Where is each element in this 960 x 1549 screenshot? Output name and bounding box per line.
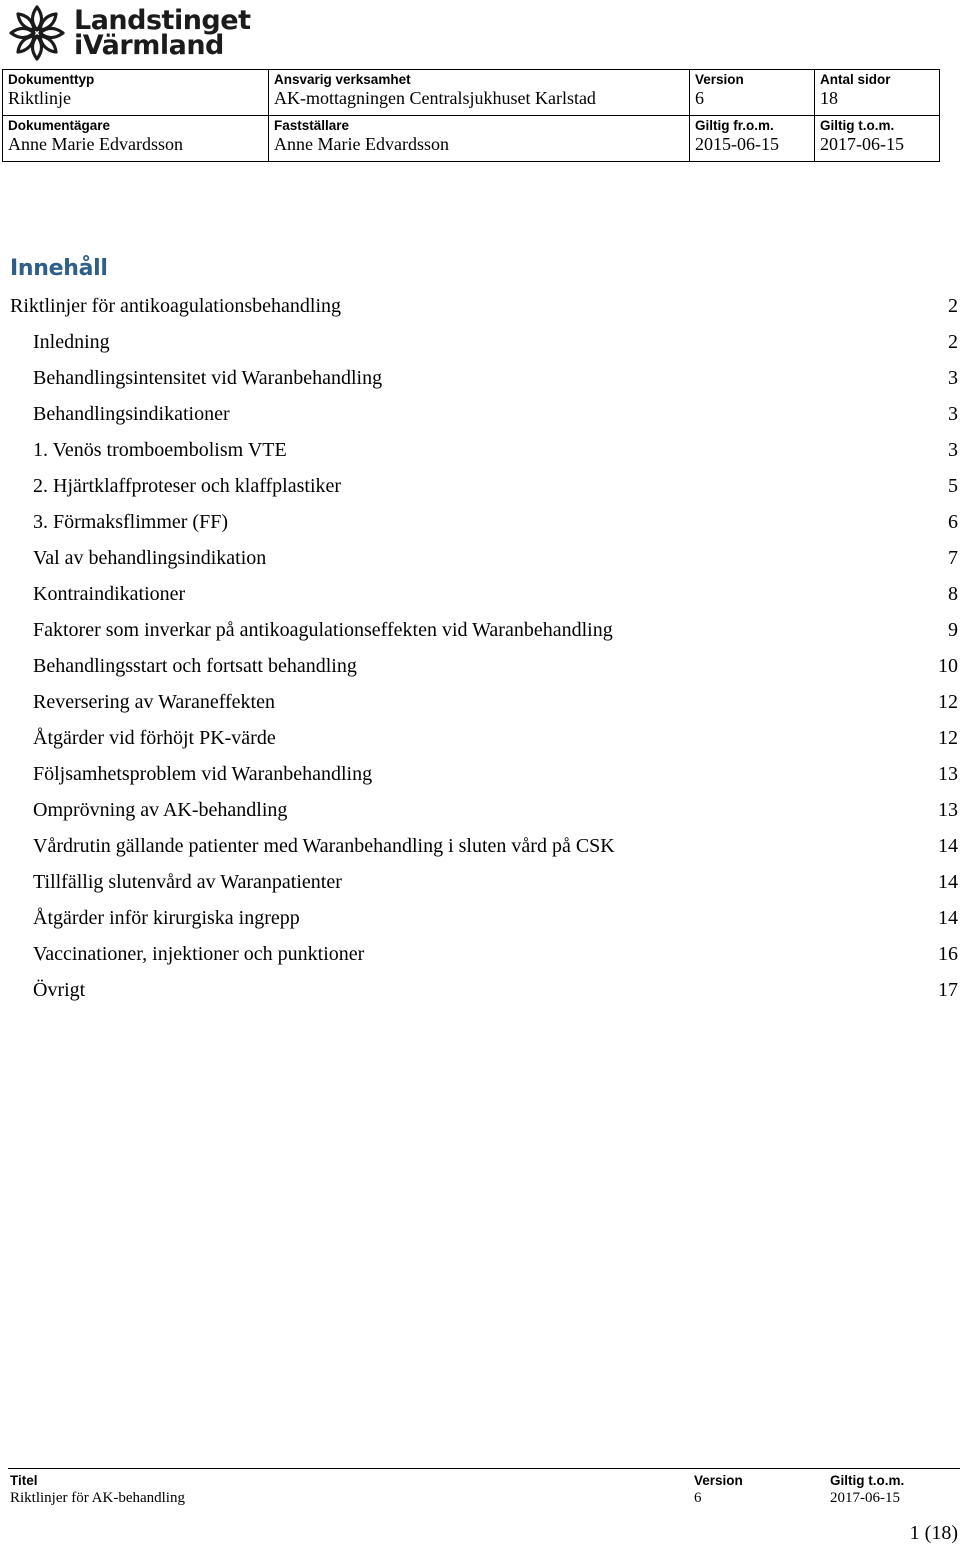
toc-entry-text: 3. Förmaksflimmer (FF) xyxy=(33,511,228,533)
valid-to-label: Giltig t.o.m. xyxy=(820,118,895,133)
toc-entry-text: Kontraindikationer xyxy=(33,583,186,605)
toc-title: Innehåll xyxy=(10,256,108,281)
toc-entry-page: 9 xyxy=(948,619,958,641)
toc-entry-page: 3 xyxy=(948,439,958,461)
toc-entry-text: Omprövning av AK-behandling xyxy=(33,799,288,821)
toc-entry-text: Följsamhetsproblem vid Waranbehandling xyxy=(33,763,373,785)
toc-entry-page: 2 xyxy=(948,295,958,317)
toc-entry-text: Övrigt xyxy=(33,979,86,1001)
toc-entry-page: 8 xyxy=(948,583,958,605)
doc-type-value: Riktlinje xyxy=(8,88,71,108)
toc-entry[interactable] xyxy=(0,756,960,792)
version-label: Version xyxy=(695,72,744,87)
toc-entry-text: Val av behandlingsindikation xyxy=(33,547,267,569)
footer-valid-to-value: 2017-06-15 xyxy=(830,1490,900,1506)
toc-entry-page: 10 xyxy=(938,655,958,677)
toc-entry[interactable] xyxy=(0,900,960,936)
toc-entry[interactable] xyxy=(0,288,960,324)
toc-entry-text: Reversering av Waraneffekten xyxy=(33,691,275,713)
owner-label: Dokumentägare xyxy=(8,118,111,133)
footer-valid-to-label: Giltig t.o.m. xyxy=(830,1473,905,1488)
toc-entry[interactable] xyxy=(0,396,960,432)
pages-cell xyxy=(815,70,940,116)
toc-entry[interactable] xyxy=(0,432,960,468)
toc-entry-page: 14 xyxy=(938,835,958,857)
toc-entry-page: 12 xyxy=(938,727,958,749)
pages-value: 18 xyxy=(820,88,838,108)
toc-entry-text: Faktorer som inverkar på antikoagulationseffekten vid Waranbehandling xyxy=(33,619,613,641)
toc-entry[interactable] xyxy=(0,468,960,504)
approver-label: Fastställare xyxy=(274,118,350,133)
doc-type-label: Dokumenttyp xyxy=(8,72,95,87)
table-of-contents xyxy=(0,288,960,1008)
valid-from-label: Giltig fr.o.m. xyxy=(695,118,774,133)
toc-entry[interactable] xyxy=(0,720,960,756)
toc-entry-page: 14 xyxy=(938,907,958,929)
pages-label: Antal sidor xyxy=(820,72,891,87)
toc-entry-page: 5 xyxy=(948,475,958,497)
toc-entry-text: Behandlingsstart och fortsatt behandling xyxy=(33,655,357,677)
valid-to-value: 2017-06-15 xyxy=(820,134,904,154)
toc-entry-text: 1. Venös tromboembolism VTE xyxy=(33,439,287,461)
toc-entry-page: 17 xyxy=(938,979,958,1001)
toc-entry[interactable] xyxy=(0,504,960,540)
toc-entry[interactable] xyxy=(0,828,960,864)
footer-version-label: Version xyxy=(694,1473,743,1488)
page-indicator: 1 (18) xyxy=(909,1522,958,1544)
valid-to-cell xyxy=(815,116,940,162)
toc-entry[interactable] xyxy=(0,864,960,900)
toc-entry-page: 7 xyxy=(948,547,958,569)
toc-entry-text: 2. Hjärtklaffproteser och klaffplastiker xyxy=(33,475,342,497)
toc-entry-page: 13 xyxy=(938,799,958,821)
toc-entry-text: Vaccinationer, injektioner och punktioner xyxy=(33,943,365,965)
toc-entry[interactable] xyxy=(0,576,960,612)
toc-entry-page: 2 xyxy=(948,331,958,353)
toc-entry-page: 3 xyxy=(948,367,958,389)
toc-entry-page: 14 xyxy=(938,871,958,893)
responsible-value: AK-mottagningen Centralsjukhuset Karlstad xyxy=(274,88,596,108)
responsible-cell xyxy=(269,70,690,116)
toc-entry-page: 12 xyxy=(938,691,958,713)
footer-title-label: Titel xyxy=(10,1473,38,1488)
toc-entry-text: Inledning xyxy=(33,331,110,353)
toc-entry[interactable] xyxy=(0,648,960,684)
toc-entry[interactable] xyxy=(0,792,960,828)
approver-cell xyxy=(269,116,690,162)
toc-entry-text: Vårdrutin gällande patienter med Waranbehandling i sluten vård på CSK xyxy=(33,835,615,857)
approver-value: Anne Marie Edvardsson xyxy=(274,134,449,154)
toc-entry[interactable] xyxy=(0,360,960,396)
doc-type-cell xyxy=(3,70,269,116)
toc-entry[interactable] xyxy=(0,972,960,1008)
toc-entry-text: Åtgärder inför kirurgiska ingrepp xyxy=(33,907,300,929)
owner-cell xyxy=(3,116,269,162)
logo-line-1: Landstinget xyxy=(74,5,251,36)
footer-title-value: Riktlinjer för AK-behandling xyxy=(10,1490,185,1506)
toc-entry[interactable] xyxy=(0,540,960,576)
toc-entry[interactable] xyxy=(0,612,960,648)
document-header-table xyxy=(2,69,940,162)
toc-entry-text: Tillfällig slutenvård av Waranpatienter xyxy=(33,871,342,893)
toc-entry-page: 13 xyxy=(938,763,958,785)
version-cell xyxy=(690,70,815,116)
responsible-label: Ansvarig verksamhet xyxy=(274,72,411,87)
toc-entry-text: Riktlinjer för antikoagulationsbehandling xyxy=(10,295,342,317)
toc-entry-page: 3 xyxy=(948,403,958,425)
toc-entry-page: 6 xyxy=(948,511,958,533)
logo-line-2: iVärmland xyxy=(74,30,224,61)
toc-entry-text: Åtgärder vid förhöjt PK-värde xyxy=(33,727,276,749)
toc-entry-text: Behandlingsindikationer xyxy=(33,403,230,425)
footer-divider xyxy=(8,1468,960,1469)
toc-entry[interactable] xyxy=(0,936,960,972)
version-value: 6 xyxy=(695,88,704,108)
toc-entry-page: 16 xyxy=(938,943,958,965)
toc-entry[interactable] xyxy=(0,684,960,720)
owner-value: Anne Marie Edvardsson xyxy=(8,134,183,154)
landstinget-logo xyxy=(8,2,250,64)
toc-entry-text: Behandlingsintensitet vid Waranbehandling xyxy=(33,367,383,389)
footer-version-value: 6 xyxy=(694,1490,702,1506)
valid-from-cell xyxy=(690,116,815,162)
toc-entry[interactable] xyxy=(0,324,960,360)
valid-from-value: 2015-06-15 xyxy=(695,134,779,154)
flower-logo-icon xyxy=(8,3,66,63)
